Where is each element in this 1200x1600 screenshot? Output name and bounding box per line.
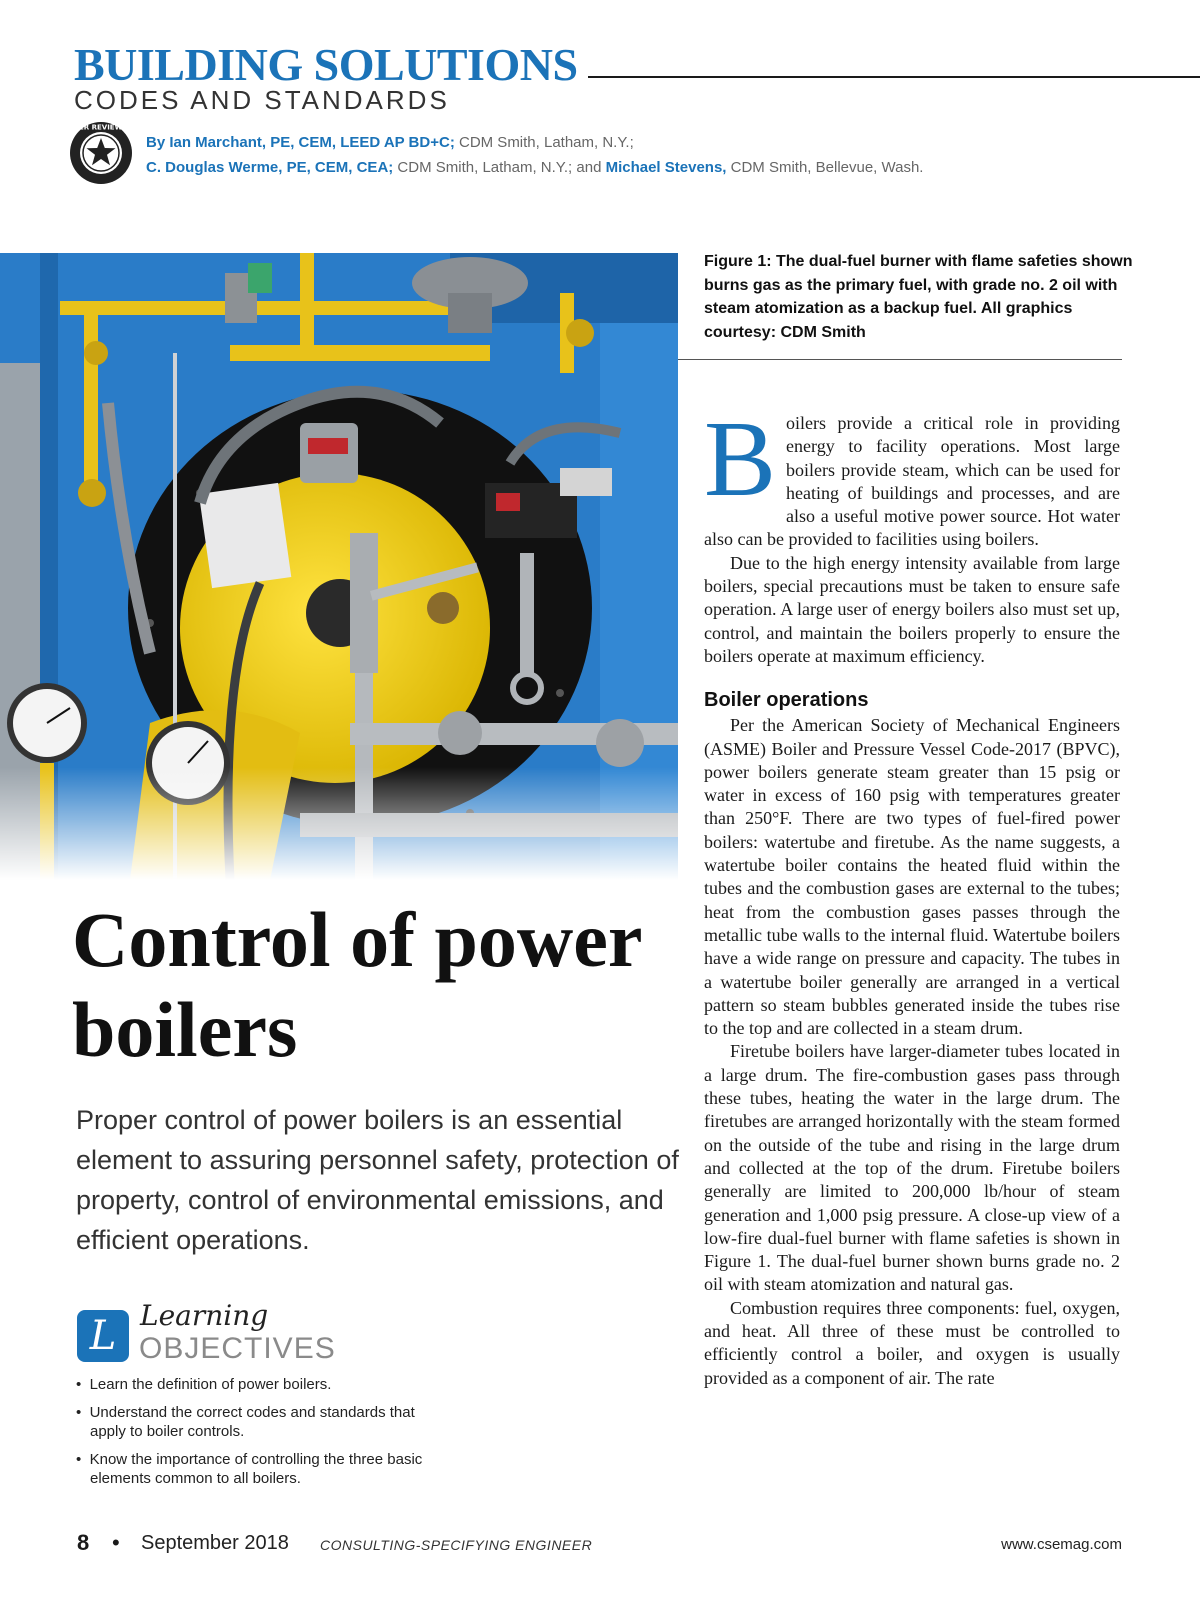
boiler-burner-photo: [0, 253, 678, 880]
author-2: C. Douglas Werme, PE, CEM, CEA;: [146, 159, 394, 176]
magazine-name: CONSULTING-SPECIFYING ENGINEER: [320, 1537, 593, 1553]
header-rule: [588, 76, 1200, 78]
article-title: Control of power boilers: [72, 896, 642, 1073]
author-3: Michael Stevens,: [605, 159, 727, 176]
body-paragraph: Firetube boilers have larger-diameter tubes located in a large drum. The fire-combustion gases pass through these tubes, heating the water in the large drum. The firetubes are arranged horizontally with the steam formed on the outside of the tube and rising in the large drum and collected at the top of the drum. Firetube boilers generally are limited to 200,000 lb/hour of steam generation and 1,000 psig pressure. A close-up view of a low-fire dual-fuel burner with flame safeties is shown in Figure 1. The dual-fuel burner shown burns grade no. 2 oil with steam atomization and natural gas.: [704, 1041, 1120, 1295]
section-title: BUILDING SOLUTIONS: [74, 39, 578, 90]
footer-separator: •: [112, 1530, 120, 1555]
learning-objectives-list: [76, 1375, 436, 1497]
caption-rule: [678, 359, 1122, 360]
section-heading: Boiler operations: [704, 689, 869, 712]
badge-text: PEER REVIEWED: [69, 123, 133, 132]
learning-objectives-label-2: OBJECTIVES: [139, 1332, 336, 1365]
body-paragraph: Combustion requires three components: fuel, oxygen, and heat. All three of these must be controlled to efficiently control a boiler, and oxygen is usually provided as a component of air. The rate: [704, 1297, 1120, 1388]
article-body: [704, 400, 1120, 1390]
learning-objective-item: • Know the importance of controlling the three basic elements common to all boilers.: [76, 1450, 436, 1488]
learning-objectives-icon: L: [77, 1310, 129, 1362]
article-deck: Proper control of power boilers is an essential element to assuring personnel safety, protection of property, control of environmental emissions, and efficient operations.: [76, 1105, 679, 1255]
paragraph-text: oilers provide a critical role in providing energy to facility operations. Most large boilers provide steam, which can be used for heating of buildings and processes, and are also a useful motive power source. Hot water also can be provided to facilities using boilers.: [704, 413, 1120, 550]
byline-prefix: By: [146, 134, 170, 151]
author-1-affiliation: CDM Smith, Latham, N.Y.;: [454, 134, 634, 151]
section-subtitle: CODES AND STANDARDS: [74, 85, 450, 115]
learning-objective-item: • Learn the definition of power boilers.: [76, 1375, 436, 1394]
byline-line-1: [146, 133, 634, 153]
body-paragraph: Per the American Society of Mechanical Engineers (ASME) Boiler and Pressure Vessel Code-2017 (BPVC), power boilers generate steam greater than 15 psig or water in excess of 160 psig with temperatures greater than 250°F. There are two types of fuel-fired power boilers: watertube and firetube. As the name suggests, a watertube boiler contains the heated fluid within the tubes and the combustion gases are external to the tubes; heat from the combustion gases passes through the metallic tube walls to the internal fluid. Watertube boilers have a wide range on pressure and capacity. The tubes in a watertube boiler generally are arranged in a vertical pattern so steam bubbles generated inside the tubes rise to the top and are collected in a steam drum.: [704, 715, 1120, 1039]
drop-cap: B: [704, 400, 777, 519]
author-1: Ian Marchant, PE, CEM, LEED AP BD+C;: [169, 134, 455, 151]
byline-line-2: [146, 158, 923, 178]
learning-objective-item: • Understand the correct codes and standards that apply to boiler controls.: [76, 1403, 436, 1441]
body-paragraph: Due to the high energy intensity available from large boilers, special precautions must be taken to ensure safe operation. A large user of energy boilers also must set up, control, and maintain the boilers properly to ensure the boilers operate at maximum efficiency.: [704, 552, 1120, 666]
peer-reviewed-seal-icon: [68, 120, 134, 186]
body-paragraph: [704, 400, 1120, 552]
issue-date: September 2018: [141, 1532, 289, 1554]
author-3-affiliation: CDM Smith, Bellevue, Wash.: [726, 159, 924, 176]
author-2-affiliation: CDM Smith, Latham, N.Y.; and: [393, 159, 606, 176]
figure-caption: Figure 1: The dual-fuel burner with flame safeties shown burns gas as the primary fuel, with grade no. 2 oil with steam atomization as a backup fuel. All graphics courtesy: CDM Smith: [704, 253, 1133, 341]
page-number: 8: [77, 1530, 90, 1555]
learning-objectives-label-1: Learning: [140, 1299, 269, 1332]
website-url: www.csemag.com: [1001, 1536, 1122, 1553]
